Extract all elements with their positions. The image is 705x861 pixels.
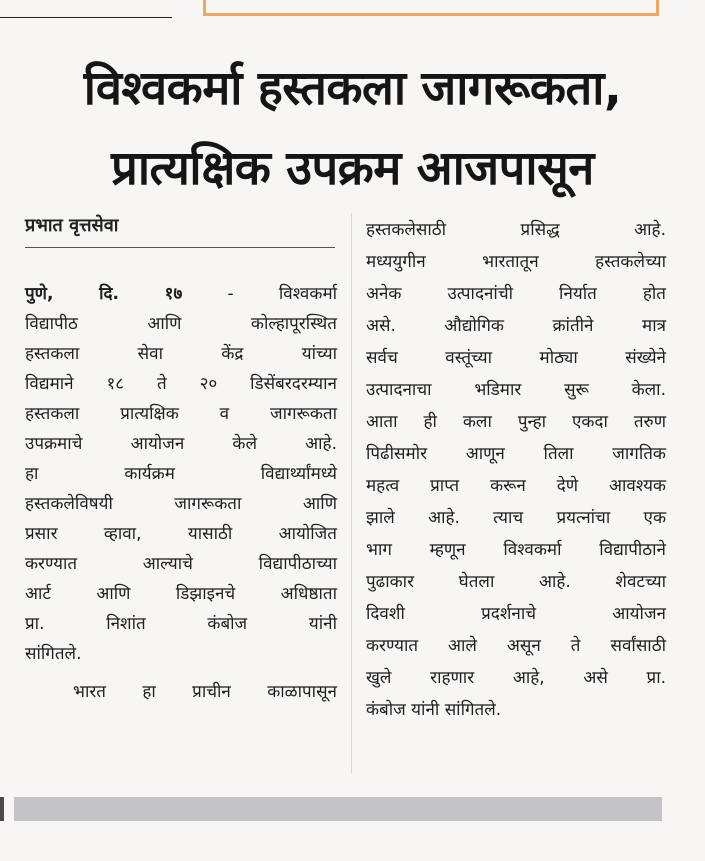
column1-line: हस्तकला प्रात्यक्षिक व जागरूकता xyxy=(25,404,337,424)
dateline: पुणे, दि. १७ xyxy=(25,284,183,304)
column2-line: दिवशी प्रदर्शनाचे आयोजन xyxy=(366,604,666,624)
adjacent-article-box xyxy=(203,0,659,16)
bottom-gray-bar xyxy=(14,797,662,821)
column1-line: उपक्रमाचे आयोजन केले आहे. xyxy=(25,434,337,454)
headline-line-2: प्रात्यक्षिक उपक्रम आजपासून xyxy=(111,141,594,196)
column1-line: विद्यमाने १८ ते २० डिसेंबरदरम्यान xyxy=(25,374,337,394)
column2-line: असे. औद्योगिक क्रांतीने मात्र xyxy=(366,316,666,336)
column2-line: खुले राहणार आहे, असे प्रा. xyxy=(366,668,666,688)
left-edge-mark xyxy=(0,797,4,821)
column1-line: सांगितले. xyxy=(25,644,82,664)
top-rule xyxy=(0,17,172,18)
byline-rule xyxy=(25,247,335,248)
column-divider xyxy=(351,213,352,773)
byline: प्रभात वृत्तसेवा xyxy=(25,215,119,236)
column2-line: सर्वच वस्तूंच्या मोठ्या संख्येने xyxy=(366,348,666,368)
column1-line: प्रसार व्हावा, यासाठी आयोजित xyxy=(25,524,337,544)
column2-line: महत्व प्राप्त करून देणे आवश्यक xyxy=(366,476,666,496)
headline-line-1: विश्वकर्मा हस्तकला जागरूकता, xyxy=(83,61,622,116)
column2-line: करण्यात आले असून ते सर्वांसाठी xyxy=(366,636,666,656)
column1-line: विद्यापीठ आणि कोल्हापूरस्थित xyxy=(25,314,337,334)
column2-line: भाग म्हणून विश्वकर्मा विद्यापीठाने xyxy=(366,540,666,560)
column1-line: हस्तकला सेवा केंद्र यांच्या xyxy=(25,344,337,364)
column1-line: भारत हा प्राचीन काळापासून xyxy=(73,682,337,702)
column1-line: हस्तकलेविषयी जागरूकता आणि xyxy=(25,494,337,514)
column2-line: पिढीसमोर आणून तिला जागतिक xyxy=(366,444,666,464)
column1-line: प्रा. निशांत कंबोज यांनी xyxy=(25,614,337,634)
column1-line xyxy=(25,282,337,306)
column2-line: मध्ययुगीन भारतातून हस्तकलेच्या xyxy=(366,252,666,272)
column2-line: आता ही कला पुन्हा एकदा तरुण xyxy=(366,412,666,432)
column1-line: करण्यात आल्याचे विद्यापीठाच्या xyxy=(25,554,337,574)
column2-line: अनेक उत्पादनांची निर्यात होत xyxy=(366,284,666,304)
column1-line-text: - विश्वकर्मा xyxy=(227,284,338,304)
column2-line: पुढाकार घेतला आहे. शेवटच्या xyxy=(366,572,666,592)
column2-line: झाले आहे. त्याच प्रयत्नांचा एक xyxy=(366,508,666,528)
column2-line: कंबोज यांनी सांगितले. xyxy=(366,700,502,720)
column1-line: आर्ट आणि डिझाइनचे अधिष्ठाता xyxy=(25,584,337,604)
column1-line: हा कार्यक्रम विद्यार्थ्यांमध्ये xyxy=(25,464,337,484)
column2-line: उत्पादनाचा भडिमार सुरू केला. xyxy=(366,380,666,400)
column2-line: हस्तकलेसाठी प्रसिद्ध आहे. xyxy=(366,220,666,240)
